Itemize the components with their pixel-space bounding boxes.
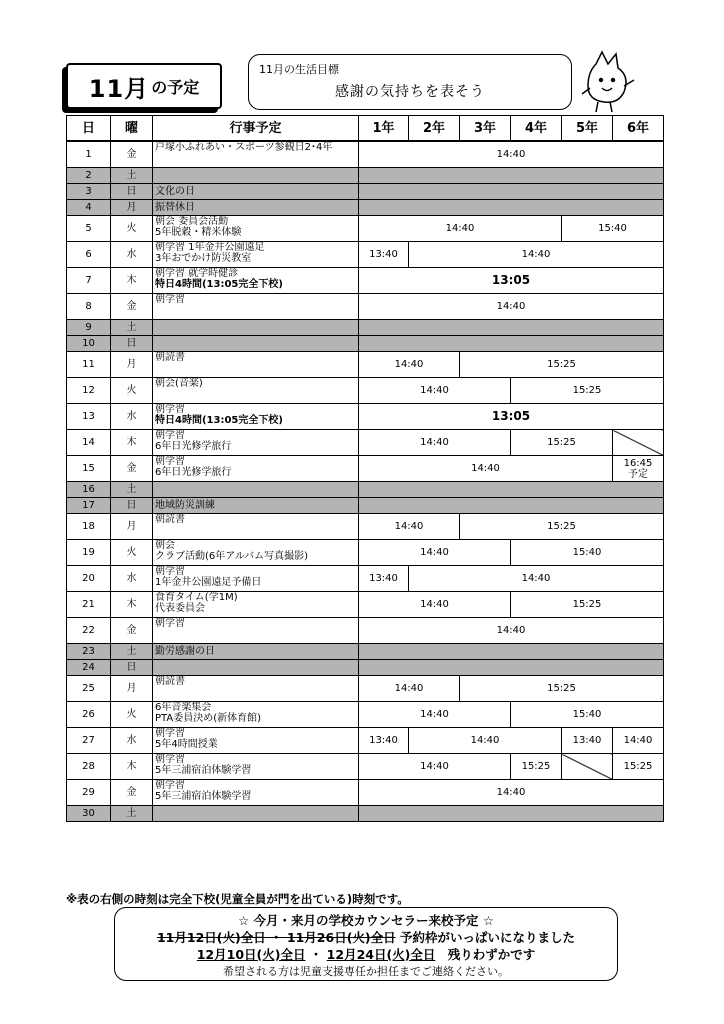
- table-row: [67, 404, 664, 430]
- col-header: 1年: [359, 116, 409, 142]
- col-header: 5年: [562, 116, 613, 142]
- date-cell: 30: [67, 806, 111, 822]
- event-line: 朝学習 就学時健診: [155, 268, 239, 279]
- weekday-cell: 木: [111, 592, 153, 618]
- counselor-title: ☆ 今月・来月の学校カウンセラー来校予定 ☆: [237, 913, 495, 928]
- event-cell: [153, 482, 359, 498]
- dismissal-note: ※表の右側の時刻は完全下校(児童全員が門を出ている)時刻です。: [66, 892, 409, 906]
- date-cell: 21: [67, 592, 111, 618]
- dismissal-time: 14:40: [359, 294, 664, 320]
- holiday-fill: [359, 482, 664, 498]
- dismissal-time: 14:40: [359, 430, 511, 456]
- schedule-table: [66, 115, 664, 822]
- table-row: [67, 806, 664, 822]
- event-line: 5年三浦宿泊体験学習: [155, 791, 252, 802]
- weekday-cell: 月: [111, 514, 153, 540]
- event-line: 地域防災訓練: [155, 500, 215, 511]
- weekday-cell: 日: [111, 498, 153, 514]
- event-cell: [153, 184, 359, 200]
- table-row: [67, 184, 664, 200]
- event-cell: [153, 592, 359, 618]
- dismissal-time-line: 16:45: [623, 457, 653, 469]
- table-row: [67, 702, 664, 728]
- date-cell: 23: [67, 644, 111, 660]
- event-line: 朝学習: [155, 728, 185, 739]
- event-cell: [153, 702, 359, 728]
- weekday-cell: 水: [111, 566, 153, 592]
- weekday-cell: 水: [111, 728, 153, 754]
- table-row: [67, 320, 664, 336]
- event-cell: [153, 566, 359, 592]
- date-cell: 8: [67, 294, 111, 320]
- dismissal-time: 14:40: [359, 676, 460, 702]
- table-row: [67, 676, 664, 702]
- table-row: [67, 498, 664, 514]
- counselor-full-line: [115, 928, 617, 946]
- event-line: 朝学習: [155, 404, 185, 415]
- table-row: [67, 294, 664, 320]
- event-cell: [153, 618, 359, 644]
- table-row: [67, 660, 664, 676]
- table-row: [67, 378, 664, 404]
- event-cell: [153, 141, 359, 168]
- table-row: [67, 336, 664, 352]
- date-cell: 14: [67, 430, 111, 456]
- holiday-fill: [359, 200, 664, 216]
- table-row: [67, 514, 664, 540]
- col-header: 2年: [409, 116, 460, 142]
- event-line: 6年日光修学旅行: [155, 467, 232, 478]
- table-row: [67, 780, 664, 806]
- col-header: 日: [67, 116, 111, 142]
- dismissal-time: 15:25: [460, 352, 664, 378]
- title-month: 11月: [88, 74, 150, 103]
- dismissal-time: 14:40: [359, 702, 511, 728]
- dismissal-time-line: 予定: [628, 468, 648, 480]
- date-cell: 19: [67, 540, 111, 566]
- table-row: [67, 540, 664, 566]
- event-cell: [153, 200, 359, 216]
- col-header: 3年: [460, 116, 511, 142]
- dismissal-time: 13:40: [562, 728, 613, 754]
- weekday-cell: 月: [111, 676, 153, 702]
- event-cell: [153, 676, 359, 702]
- event-line: 朝学習: [155, 754, 185, 765]
- event-line: 朝学習: [155, 618, 185, 629]
- table-row: [67, 728, 664, 754]
- table-row: [67, 216, 664, 242]
- date-cell: 12: [67, 378, 111, 404]
- weekday-cell: 水: [111, 404, 153, 430]
- event-line: 朝会: [155, 540, 175, 551]
- weekday-cell: 月: [111, 352, 153, 378]
- event-line: 朝学習: [155, 430, 185, 441]
- event-line: 戸塚小ふれあい・スポーツ参観日2･4年: [155, 142, 333, 153]
- date-cell: 3: [67, 184, 111, 200]
- table-row: [67, 754, 664, 780]
- table-row: [67, 168, 664, 184]
- date-cell: 18: [67, 514, 111, 540]
- dismissal-time: [613, 456, 664, 482]
- col-header: 曜: [111, 116, 153, 142]
- event-line: 朝読書: [155, 352, 185, 363]
- holiday-fill: [359, 168, 664, 184]
- dismissal-time: 15:25: [460, 676, 664, 702]
- dismissal-time: 14:40: [359, 378, 511, 404]
- date-cell: 29: [67, 780, 111, 806]
- date-cell: 2: [67, 168, 111, 184]
- dismissal-time: 14:40: [359, 618, 664, 644]
- dismissal-time: 15:25: [511, 378, 664, 404]
- contact-text: 希望される方は児童支援専任か担任までご連絡ください。: [223, 965, 509, 978]
- event-line: 3年おでかけ防災教室: [155, 253, 252, 264]
- life-goal-box: [248, 54, 572, 110]
- goal-text: 感謝の気持ちを表そう: [335, 84, 485, 100]
- date-cell: 22: [67, 618, 111, 644]
- weekday-cell: 水: [111, 242, 153, 268]
- no-dismissal-cell: [562, 754, 613, 780]
- full-notice: 予約枠がいっぱいになりました: [399, 930, 575, 945]
- event-line: 5年4時間授業: [155, 739, 218, 750]
- table-row: [67, 268, 664, 294]
- dismissal-time: 14:40: [409, 242, 664, 268]
- date-cell: 27: [67, 728, 111, 754]
- struck-dates: 11月12日(火)全日 ・ 11月26日(火)全日: [156, 930, 396, 945]
- event-cell: [153, 660, 359, 676]
- table-row: [67, 618, 664, 644]
- date-cell: 17: [67, 498, 111, 514]
- event-line: 朝読書: [155, 676, 185, 687]
- weekday-cell: 土: [111, 320, 153, 336]
- event-cell: [153, 378, 359, 404]
- weekday-cell: 金: [111, 456, 153, 482]
- event-cell: [153, 754, 359, 780]
- event-line: 特日4時間(13:05完全下校): [155, 279, 283, 290]
- date-cell: 4: [67, 200, 111, 216]
- event-line: 6年音楽集会: [155, 702, 212, 713]
- table-row: [67, 141, 664, 168]
- date-cell: 15: [67, 456, 111, 482]
- date-cell: 5: [67, 216, 111, 242]
- weekday-cell: 金: [111, 294, 153, 320]
- date-cell: 1: [67, 141, 111, 168]
- dismissal-time: 14:40: [613, 728, 664, 754]
- dismissal-time: 14:40: [359, 456, 613, 482]
- dismissal-time: 14:40: [359, 592, 511, 618]
- event-line: 朝学習: [155, 294, 185, 305]
- date-cell: 6: [67, 242, 111, 268]
- dismissal-time: 15:25: [460, 514, 664, 540]
- table-row: [67, 200, 664, 216]
- date-sep: ・: [305, 947, 327, 962]
- event-line: 食育タイム(学1M): [155, 592, 238, 603]
- dismissal-time: 14:40: [409, 728, 562, 754]
- dismissal-time: 15:25: [511, 592, 664, 618]
- event-line: 朝読書: [155, 514, 185, 525]
- table-row: [67, 592, 664, 618]
- dismissal-time: 15:40: [511, 702, 664, 728]
- event-cell: [153, 216, 359, 242]
- event-line: 5年三浦宿泊体験学習: [155, 765, 252, 776]
- date-cell: 26: [67, 702, 111, 728]
- weekday-cell: 木: [111, 754, 153, 780]
- counselor-open-line: [115, 945, 617, 963]
- date-b: 12月24日(火)全日: [326, 947, 436, 962]
- event-line: 1年金井公園遠足予備日: [155, 577, 262, 588]
- dismissal-time: 14:40: [359, 141, 664, 168]
- dismissal-time: 14:40: [359, 352, 460, 378]
- event-line: 勤労感謝の日: [155, 646, 215, 657]
- holiday-fill: [359, 806, 664, 822]
- mascot-icon: [578, 50, 638, 116]
- dismissal-time: 14:40: [359, 216, 562, 242]
- holiday-fill: [359, 320, 664, 336]
- weekday-cell: 土: [111, 482, 153, 498]
- event-line: 5年脱穀・精米体験: [155, 227, 242, 238]
- event-cell: [153, 404, 359, 430]
- dismissal-time: 14:40: [359, 780, 664, 806]
- dismissal-time: 13:40: [359, 728, 409, 754]
- weekday-cell: 火: [111, 216, 153, 242]
- event-line: PTA委員決め(新体育館): [155, 713, 262, 724]
- table-header-row: [67, 116, 664, 142]
- dismissal-time: 13:05: [359, 268, 664, 294]
- weekday-cell: 土: [111, 644, 153, 660]
- event-line: 代表委員会: [155, 603, 205, 614]
- weekday-cell: 土: [111, 168, 153, 184]
- weekday-cell: 木: [111, 268, 153, 294]
- weekday-cell: 土: [111, 806, 153, 822]
- holiday-fill: [359, 660, 664, 676]
- event-line: 6年日光修学旅行: [155, 441, 232, 452]
- table-row: [67, 644, 664, 660]
- table-row: [67, 242, 664, 268]
- event-line: 朝学習: [155, 566, 185, 577]
- date-cell: 24: [67, 660, 111, 676]
- date-cell: 7: [67, 268, 111, 294]
- date-cell: 25: [67, 676, 111, 702]
- weekday-cell: 日: [111, 336, 153, 352]
- dismissal-time: 14:40: [359, 754, 511, 780]
- event-cell: [153, 540, 359, 566]
- event-cell: [153, 728, 359, 754]
- col-header: 行事予定: [153, 116, 359, 142]
- date-cell: 9: [67, 320, 111, 336]
- dismissal-time: 14:40: [359, 540, 511, 566]
- weekday-cell: 金: [111, 780, 153, 806]
- event-cell: [153, 268, 359, 294]
- event-cell: [153, 294, 359, 320]
- dismissal-time: 14:40: [409, 566, 664, 592]
- table-row: [67, 456, 664, 482]
- date-cell: 28: [67, 754, 111, 780]
- event-line: 朝学習 1年金井公園遠足: [155, 242, 265, 253]
- dismissal-time: 13:40: [359, 566, 409, 592]
- date-cell: 13: [67, 404, 111, 430]
- event-line: 特日4時間(13:05完全下校): [155, 415, 283, 426]
- event-cell: [153, 168, 359, 184]
- no-dismissal-cell: [613, 430, 664, 456]
- event-line: 文化の日: [155, 186, 195, 197]
- table-row: [67, 482, 664, 498]
- dismissal-time: 15:25: [613, 754, 664, 780]
- event-line: 振替休日: [155, 202, 195, 213]
- dismissal-time: 15:40: [562, 216, 664, 242]
- title-suffix: の予定: [151, 77, 200, 97]
- weekday-cell: 火: [111, 702, 153, 728]
- event-cell: [153, 498, 359, 514]
- date-cell: 10: [67, 336, 111, 352]
- date-cell: 11: [67, 352, 111, 378]
- weekday-cell: 火: [111, 378, 153, 404]
- event-line: 朝会 委員会活動: [155, 216, 229, 227]
- month-title: [66, 63, 222, 109]
- event-line: 朝学習: [155, 780, 185, 791]
- col-header: 6年: [613, 116, 664, 142]
- dismissal-time: 15:25: [511, 430, 613, 456]
- holiday-fill: [359, 184, 664, 200]
- table-row: [67, 566, 664, 592]
- event-cell: [153, 320, 359, 336]
- weekday-cell: 月: [111, 200, 153, 216]
- dismissal-time: 14:40: [359, 514, 460, 540]
- dismissal-time: 15:25: [511, 754, 562, 780]
- event-cell: [153, 336, 359, 352]
- event-cell: [153, 780, 359, 806]
- event-cell: [153, 242, 359, 268]
- event-cell: [153, 644, 359, 660]
- weekday-cell: 日: [111, 660, 153, 676]
- weekday-cell: 金: [111, 141, 153, 168]
- goal-label: 11月の生活目標: [259, 63, 339, 76]
- dismissal-time: 13:40: [359, 242, 409, 268]
- weekday-cell: 金: [111, 618, 153, 644]
- holiday-fill: [359, 336, 664, 352]
- date-a: 12月10日(火)全日: [196, 947, 306, 962]
- event-cell: [153, 514, 359, 540]
- event-cell: [153, 352, 359, 378]
- holiday-fill: [359, 498, 664, 514]
- event-line: クラブ活動(6年アルバム写真撮影): [155, 551, 309, 562]
- table-row: [67, 352, 664, 378]
- date-cell: 16: [67, 482, 111, 498]
- event-line: 朝会(音楽): [155, 378, 203, 389]
- event-cell: [153, 806, 359, 822]
- few-left: 残りわずかです: [447, 947, 536, 962]
- table-row: [67, 430, 664, 456]
- weekday-cell: 日: [111, 184, 153, 200]
- event-cell: [153, 430, 359, 456]
- col-header: 4年: [511, 116, 562, 142]
- holiday-fill: [359, 644, 664, 660]
- date-cell: 20: [67, 566, 111, 592]
- weekday-cell: 木: [111, 430, 153, 456]
- counselor-box: [114, 907, 618, 981]
- event-line: 朝学習: [155, 456, 185, 467]
- weekday-cell: 火: [111, 540, 153, 566]
- event-cell: [153, 456, 359, 482]
- dismissal-time: 13:05: [359, 404, 664, 430]
- dismissal-time: 15:40: [511, 540, 664, 566]
